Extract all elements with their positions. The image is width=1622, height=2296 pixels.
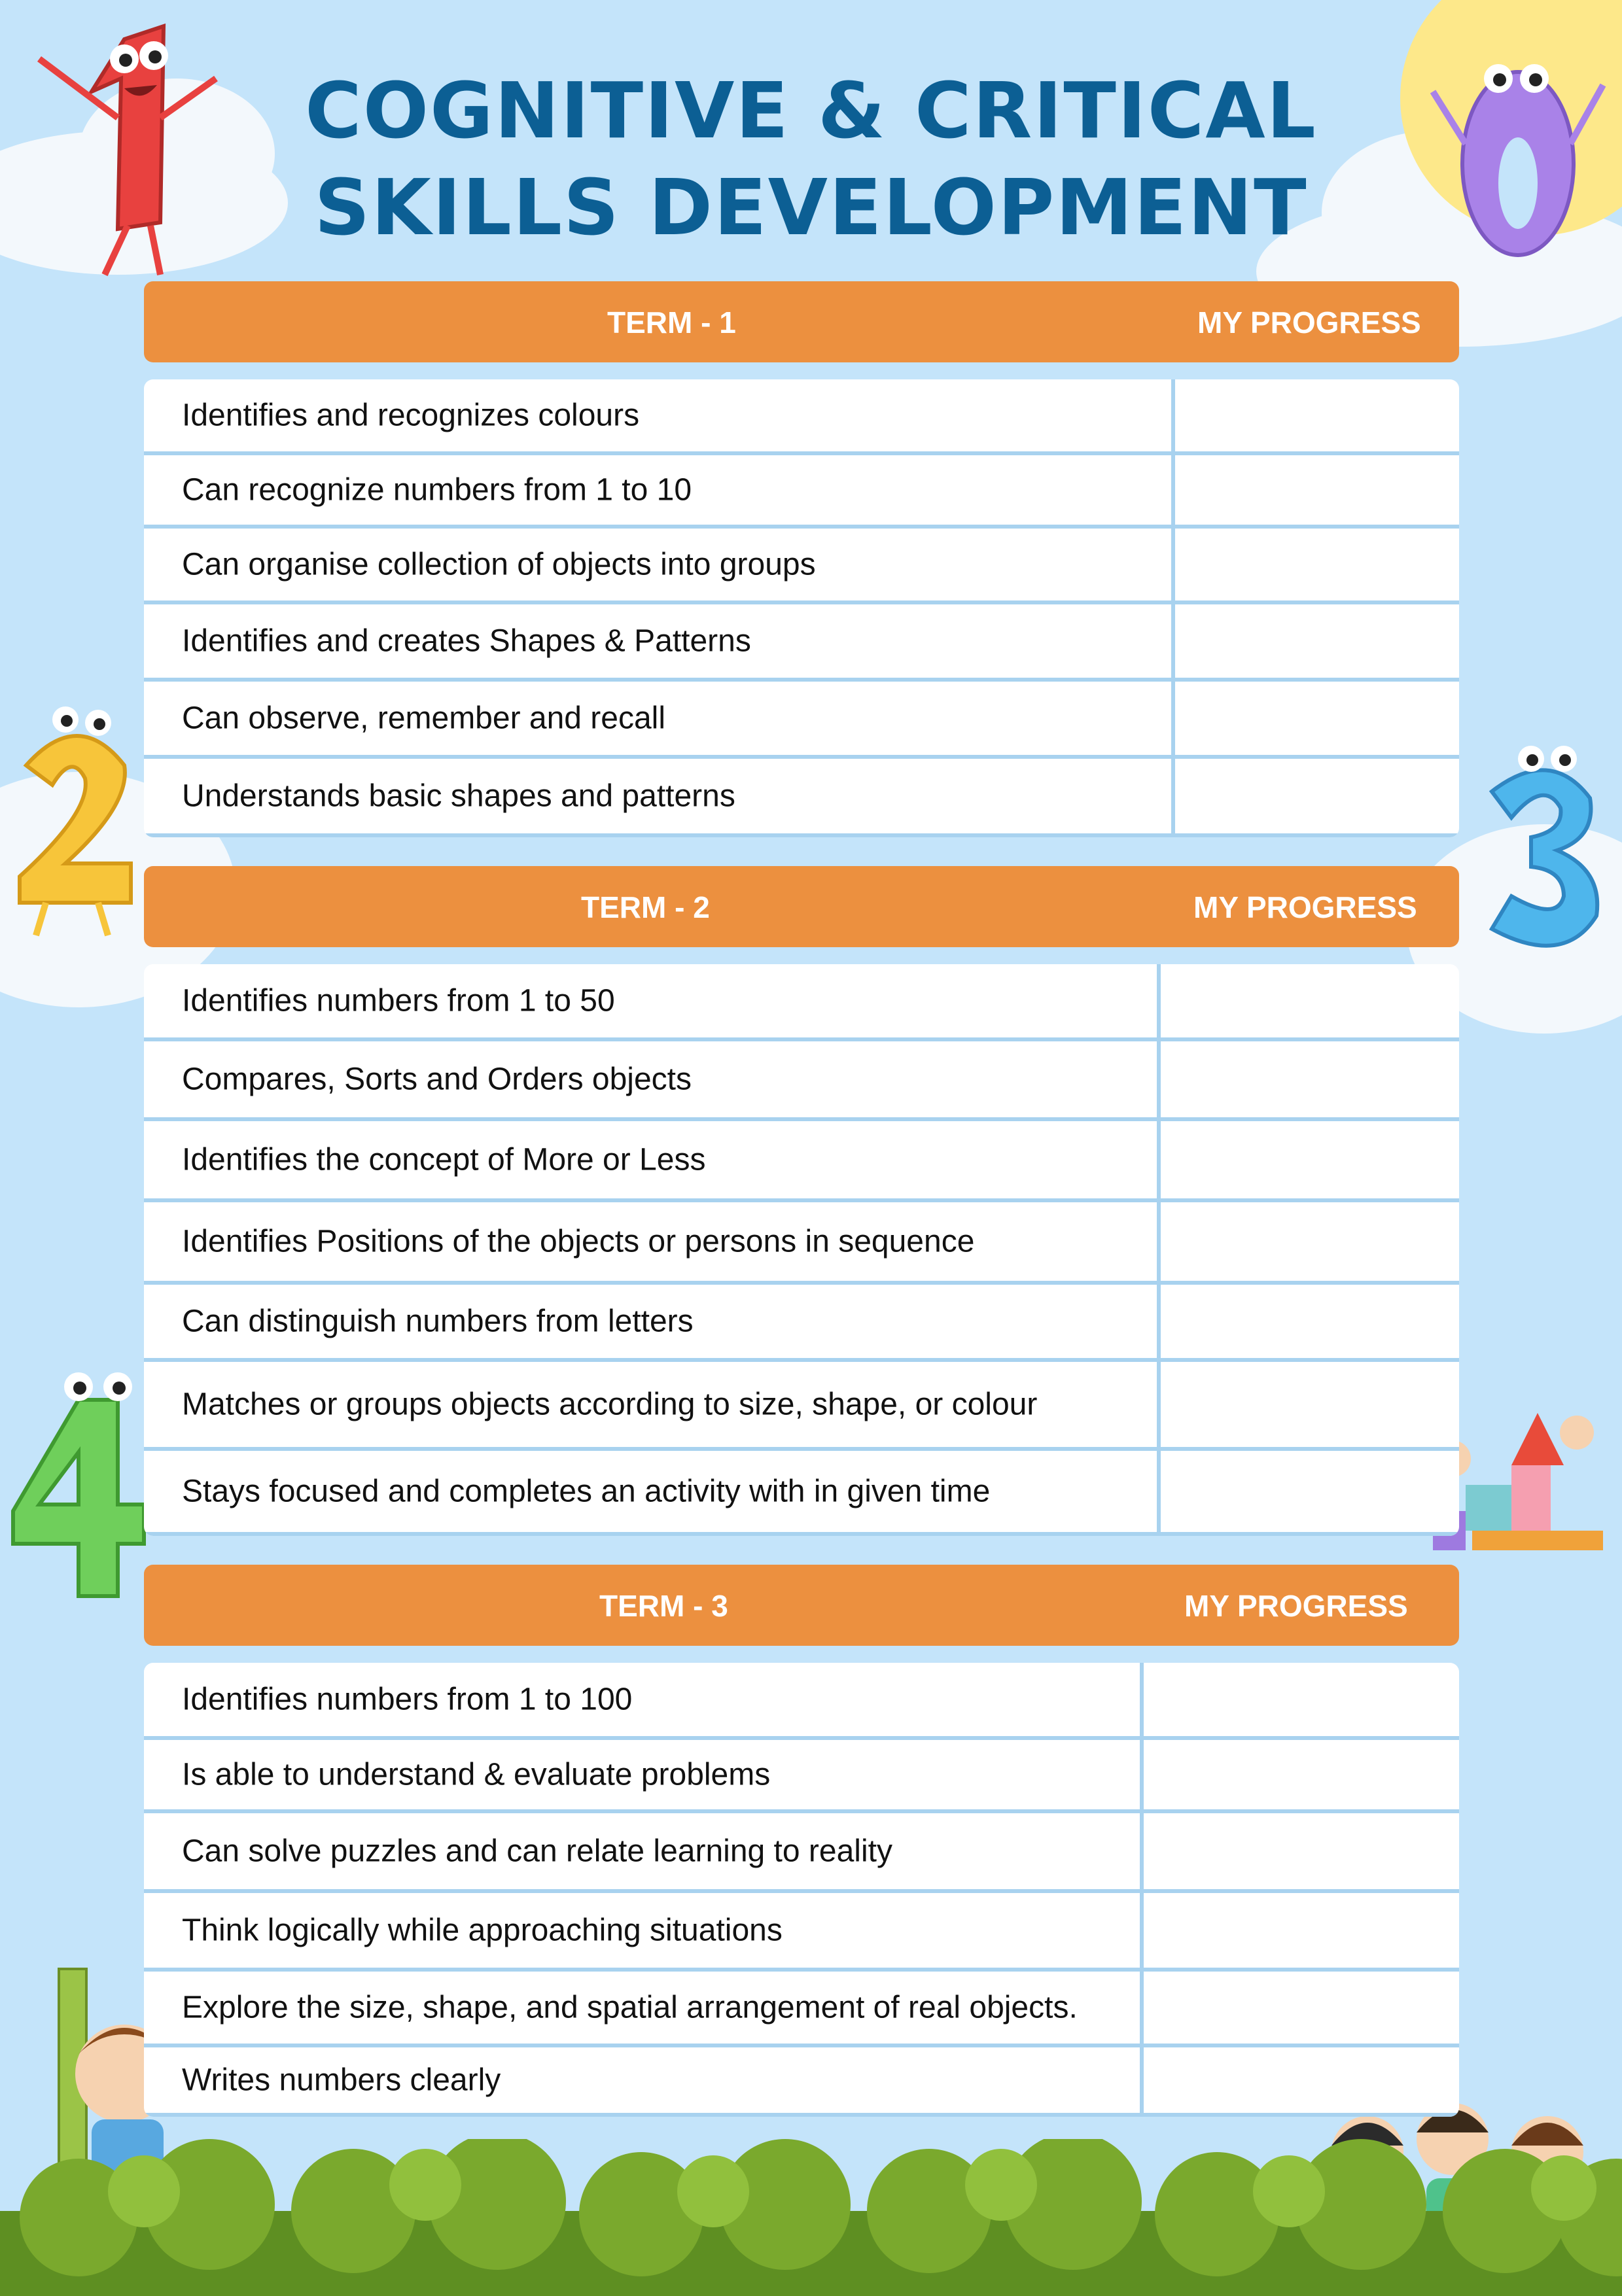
skill-label: Matches or groups objects according to size, shape, or colour bbox=[182, 1387, 1038, 1422]
progress-column-divider bbox=[1157, 964, 1161, 1536]
term-2-header bbox=[144, 866, 1459, 947]
table-row bbox=[144, 1740, 1459, 1813]
skill-label: Identifies numbers from 1 to 100 bbox=[182, 1682, 633, 1717]
table-row bbox=[144, 604, 1459, 682]
skill-label: Identifies the concept of More or Less bbox=[182, 1142, 706, 1177]
table-row bbox=[144, 2047, 1459, 2117]
table-row bbox=[144, 1813, 1459, 1893]
skill-label: Stays focused and completes an activity with in given time bbox=[182, 1474, 991, 1509]
progress-column-divider bbox=[1140, 1663, 1144, 2117]
term-3-table bbox=[144, 1663, 1459, 2117]
skill-label: Can recognize numbers from 1 to 10 bbox=[182, 472, 692, 508]
skill-label: Identifies Positions of the objects or persons in sequence bbox=[182, 1224, 975, 1259]
table-row bbox=[144, 455, 1459, 529]
skill-label: Explore the size, shape, and spatial arrangement of real objects. bbox=[182, 1990, 1078, 2025]
table-row bbox=[144, 759, 1459, 837]
skill-label: Identifies numbers from 1 to 50 bbox=[182, 983, 615, 1018]
table-row bbox=[144, 1972, 1459, 2047]
progress-column-divider bbox=[1171, 379, 1175, 837]
skill-label: Identifies and creates Shapes & Patterns bbox=[182, 623, 751, 659]
number-three-character bbox=[1466, 733, 1622, 981]
term-1-label: TERM - 1 bbox=[607, 305, 736, 339]
table-row bbox=[144, 964, 1459, 1041]
term-1-header bbox=[144, 281, 1459, 362]
table-row bbox=[144, 682, 1459, 759]
table-row bbox=[144, 1663, 1459, 1740]
term-1-progress-label: MY PROGRESS bbox=[1197, 305, 1421, 339]
skill-label: Can organise collection of objects into groups bbox=[182, 547, 816, 582]
skill-label: Can solve puzzles and can relate learning to reality bbox=[182, 1834, 892, 1869]
page-title-line-2: SKILLS DEVELOPMENT bbox=[314, 162, 1308, 252]
skill-label: Compares, Sorts and Orders objects bbox=[182, 1062, 692, 1097]
table-row bbox=[144, 1893, 1459, 1972]
term-3-progress-label: MY PROGRESS bbox=[1184, 1589, 1408, 1623]
skill-label: Is able to understand & evaluate problems bbox=[182, 1757, 771, 1792]
table-row bbox=[144, 529, 1459, 604]
page-title-line-1: COGNITIVE & CRITICAL bbox=[305, 65, 1317, 156]
table-row bbox=[144, 1041, 1459, 1121]
table-row bbox=[144, 1202, 1459, 1285]
number-two-character bbox=[0, 693, 157, 942]
table-row bbox=[144, 1121, 1459, 1202]
term-2-progress-label: MY PROGRESS bbox=[1193, 890, 1417, 924]
skill-label: Understands basic shapes and patterns bbox=[182, 778, 735, 814]
table-row bbox=[144, 1451, 1459, 1536]
term-3-header bbox=[144, 1565, 1459, 1646]
term-2-label: TERM - 2 bbox=[581, 890, 710, 924]
term-2-table bbox=[144, 964, 1459, 1536]
table-row bbox=[144, 1362, 1459, 1451]
skill-label: Can observe, remember and recall bbox=[182, 701, 666, 736]
skill-label: Can distinguish numbers from letters bbox=[182, 1304, 694, 1339]
term-3-label: TERM - 3 bbox=[599, 1589, 728, 1623]
skill-label: Writes numbers clearly bbox=[182, 2062, 501, 2098]
skill-label: Think logically while approaching situations bbox=[182, 1913, 783, 1948]
term-1-table bbox=[144, 379, 1459, 837]
table-row bbox=[144, 1285, 1459, 1362]
bushes-footer bbox=[0, 2139, 1622, 2296]
skill-label: Identifies and recognizes colours bbox=[182, 398, 640, 433]
table-row bbox=[144, 379, 1459, 455]
